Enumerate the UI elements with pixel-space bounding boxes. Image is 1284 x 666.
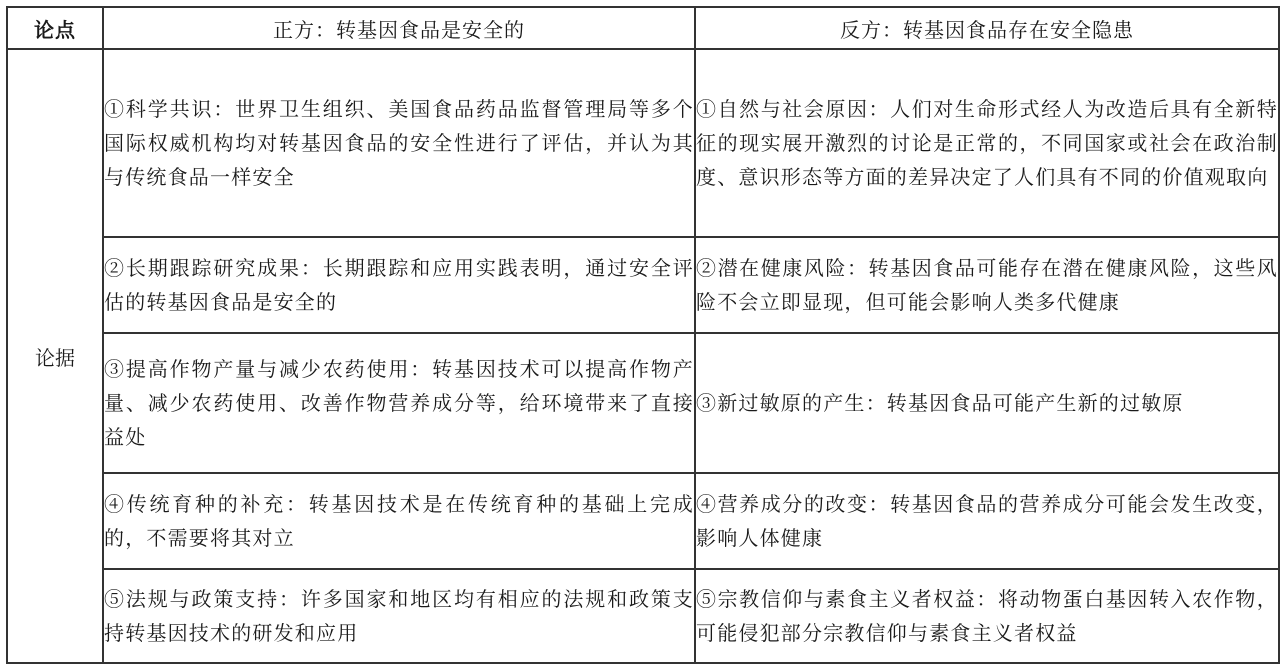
con-argument-2: ②潜在健康风险：转基因食品可能存在潜在健康风险，这些风险不会立即显现，但可能会影响人类多代健康 xyxy=(695,237,1279,333)
table-header-row xyxy=(7,7,1279,49)
pro-argument-4: ④传统育种的补充：转基因技术是在传统育种的基础上完成的，不需要将其对立 xyxy=(103,473,695,569)
debate-table xyxy=(6,6,1280,664)
table-row xyxy=(7,49,1279,237)
con-argument-5: ⑤宗教信仰与素食主义者权益：将动物蛋白基因转入农作物，可能侵犯部分宗教信仰与素食主义者权益 xyxy=(695,569,1279,663)
table-row xyxy=(7,569,1279,663)
con-argument-3: ③新过敏原的产生：转基因食品可能产生新的过敏原 xyxy=(695,333,1279,473)
header-con: 反方：转基因食品存在安全隐患 xyxy=(695,7,1279,49)
con-argument-4: ④营养成分的改变：转基因食品的营养成分可能会发生改变，影响人体健康 xyxy=(695,473,1279,569)
evidence-label: 论据 xyxy=(7,49,103,663)
con-argument-1: ①自然与社会原因：人们对生命形式经人为改造后具有全新特征的现实展开激烈的讨论是正常的，不同国家或社会在政治制度、意识形态等方面的差异决定了人们具有不同的价值观取向 xyxy=(695,49,1279,237)
table-row xyxy=(7,237,1279,333)
table-row xyxy=(7,333,1279,473)
pro-argument-3: ③提高作物产量与减少农药使用：转基因技术可以提高作物产量、减少农药使用、改善作物营养成分等，给环境带来了直接益处 xyxy=(103,333,695,473)
pro-argument-2: ②长期跟踪研究成果：长期跟踪和应用实践表明，通过安全评估的转基因食品是安全的 xyxy=(103,237,695,333)
pro-argument-5: ⑤法规与政策支持：许多国家和地区均有相应的法规和政策支持转基因技术的研发和应用 xyxy=(103,569,695,663)
header-pro: 正方：转基因食品是安全的 xyxy=(103,7,695,49)
pro-argument-1: ①科学共识：世界卫生组织、美国食品药品监督管理局等多个国际权威机构均对转基因食品的安全性进行了评估，并认为其与传统食品一样安全 xyxy=(103,49,695,237)
header-point: 论点 xyxy=(7,7,103,49)
table-row xyxy=(7,473,1279,569)
